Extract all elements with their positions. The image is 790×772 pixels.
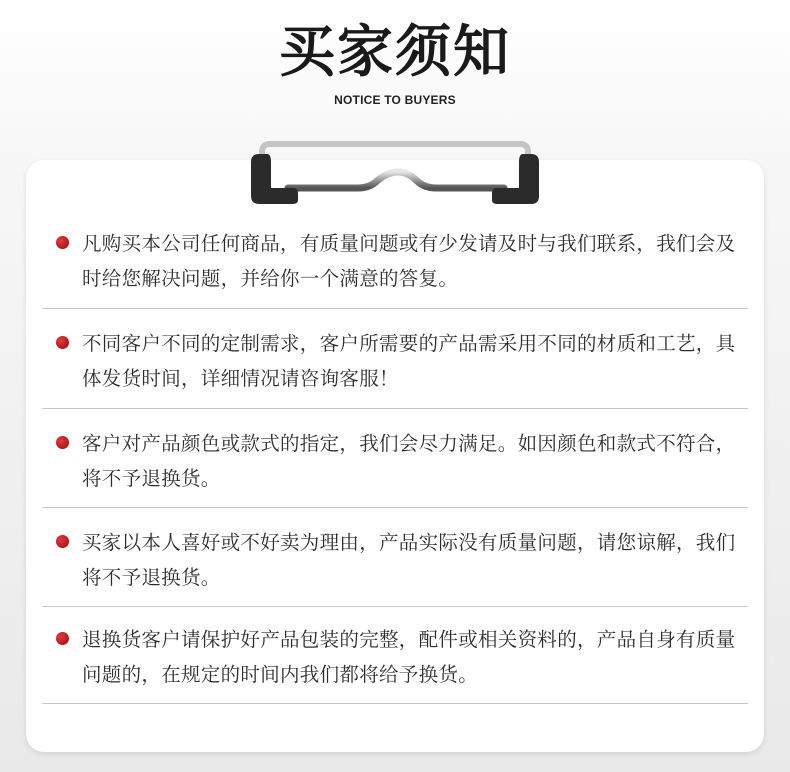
list-item <box>42 409 748 508</box>
red-dot-bullet-icon <box>56 336 69 349</box>
red-dot-bullet-icon <box>56 436 69 449</box>
notice-text: 买家以本人喜好或不好卖为理由，产品实际没有质量问题，请您谅解，我们将不予退换货。 <box>82 531 736 589</box>
notice-text: 退换货客户请保护好产品包装的完整，配件或相关资料的，产品自身有质量问题的，在规定的时间内我们都将给予换货。 <box>82 628 736 686</box>
notice-text: 客户对产品颜色或款式的指定，我们会尽力满足。如因颜色和款式不符合，将不予退换货。 <box>82 432 736 490</box>
list-item <box>42 607 748 704</box>
list-item <box>42 210 748 309</box>
list-item <box>42 508 748 607</box>
red-dot-bullet-icon <box>56 236 69 249</box>
red-dot-bullet-icon <box>56 632 69 645</box>
clipboard-clip-icon <box>248 138 542 208</box>
notice-text: 不同客户不同的定制需求，客户所需要的产品需采用不同的材质和工艺，具体发货时间，详细情况请咨询客服！ <box>82 332 736 390</box>
page-title: 买家须知 <box>279 20 511 85</box>
list-item <box>42 309 748 409</box>
page-subtitle: NOTICE TO BUYERS <box>334 93 456 107</box>
red-dot-bullet-icon <box>56 535 69 548</box>
notice-list <box>42 210 748 704</box>
notice-text: 凡购买本公司任何商品，有质量问题或有少发请及时与我们联系，我们会及时给您解决问题，并给你一个满意的答复。 <box>82 232 736 290</box>
